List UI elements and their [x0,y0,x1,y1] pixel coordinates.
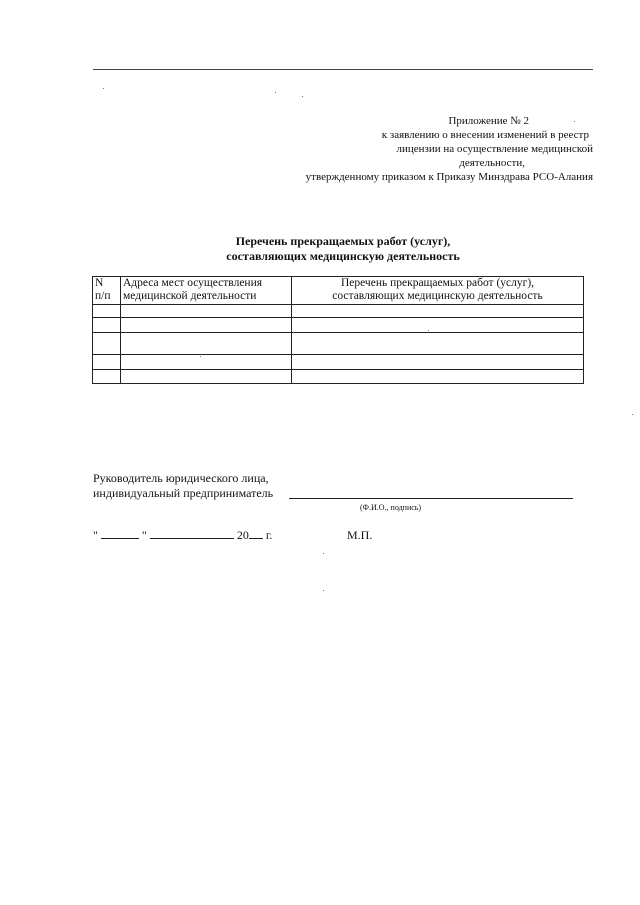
table-cell[interactable] [93,355,121,370]
header-addresses [121,277,292,305]
quote-open: " [93,528,98,542]
month-field[interactable] [150,528,234,539]
table-cell[interactable] [121,318,292,333]
header-text: Перечень прекращаемых работ (услуг), [340,277,535,289]
table-header-row [93,277,584,305]
header-text: Адреса мест осуществления [123,277,263,289]
day-field[interactable] [101,528,139,539]
works-table [92,276,584,384]
year-suffix: г. [265,528,273,542]
table-row [93,318,584,333]
table-cell[interactable] [121,370,292,384]
scan-speck [103,88,104,89]
year-prefix: 20 [236,528,249,542]
stamp-place: М.П. [347,528,373,542]
table-cell[interactable] [93,370,121,384]
table-row [93,370,584,384]
top-rule [93,69,593,70]
table-cell[interactable] [121,355,292,370]
header-text: п/п [95,290,111,302]
table-cell[interactable] [292,318,584,333]
signer-line: индивидуальный предприниматель [93,486,274,500]
scan-speck [302,96,303,97]
table-cell[interactable] [93,305,121,318]
appendix-line: лицензии на осуществление медицинской [396,143,593,155]
scan-speck [275,92,276,93]
quote-close: " [141,528,147,542]
appendix-line: утвержденному приказом к Приказу Минздрава РСО-Алания [305,171,593,183]
table-cell[interactable] [292,370,584,384]
table-row [93,305,584,318]
table-row [93,333,584,355]
appendix-line: к заявлению о внесении изменений в реестр [381,129,589,141]
table-cell[interactable] [292,333,584,355]
year-field[interactable] [249,528,263,539]
date-row [93,528,272,543]
document-title [93,234,593,264]
scan-speck [323,553,324,554]
title-line: составляющих медицинскую деятельность [226,249,460,263]
header-text: медицинской деятельности [123,290,257,302]
scan-speck [632,414,633,415]
header-text: составляющих медицинскую деятельность [332,290,543,302]
table-cell[interactable] [292,305,584,318]
signature-caption: (Ф.И.О., подпись) [360,503,422,512]
appendix-line: деятельности, [459,157,525,169]
table-cell[interactable] [121,333,292,355]
table-cell[interactable] [121,305,292,318]
signature-field[interactable] [289,498,573,499]
table-cell[interactable] [93,333,121,355]
header-number [93,277,121,305]
appendix-note [253,114,593,184]
header-text: N [95,277,104,289]
signer-block [93,471,273,501]
table-row [93,355,584,370]
header-works [292,277,584,305]
signer-line: Руководитель юридического лица, [93,471,269,485]
scan-speck [323,590,324,591]
table-cell[interactable] [93,318,121,333]
appendix-number: Приложение № 2 [448,115,529,127]
title-line: Перечень прекращаемых работ (услуг), [235,234,451,248]
table-cell[interactable] [292,355,584,370]
